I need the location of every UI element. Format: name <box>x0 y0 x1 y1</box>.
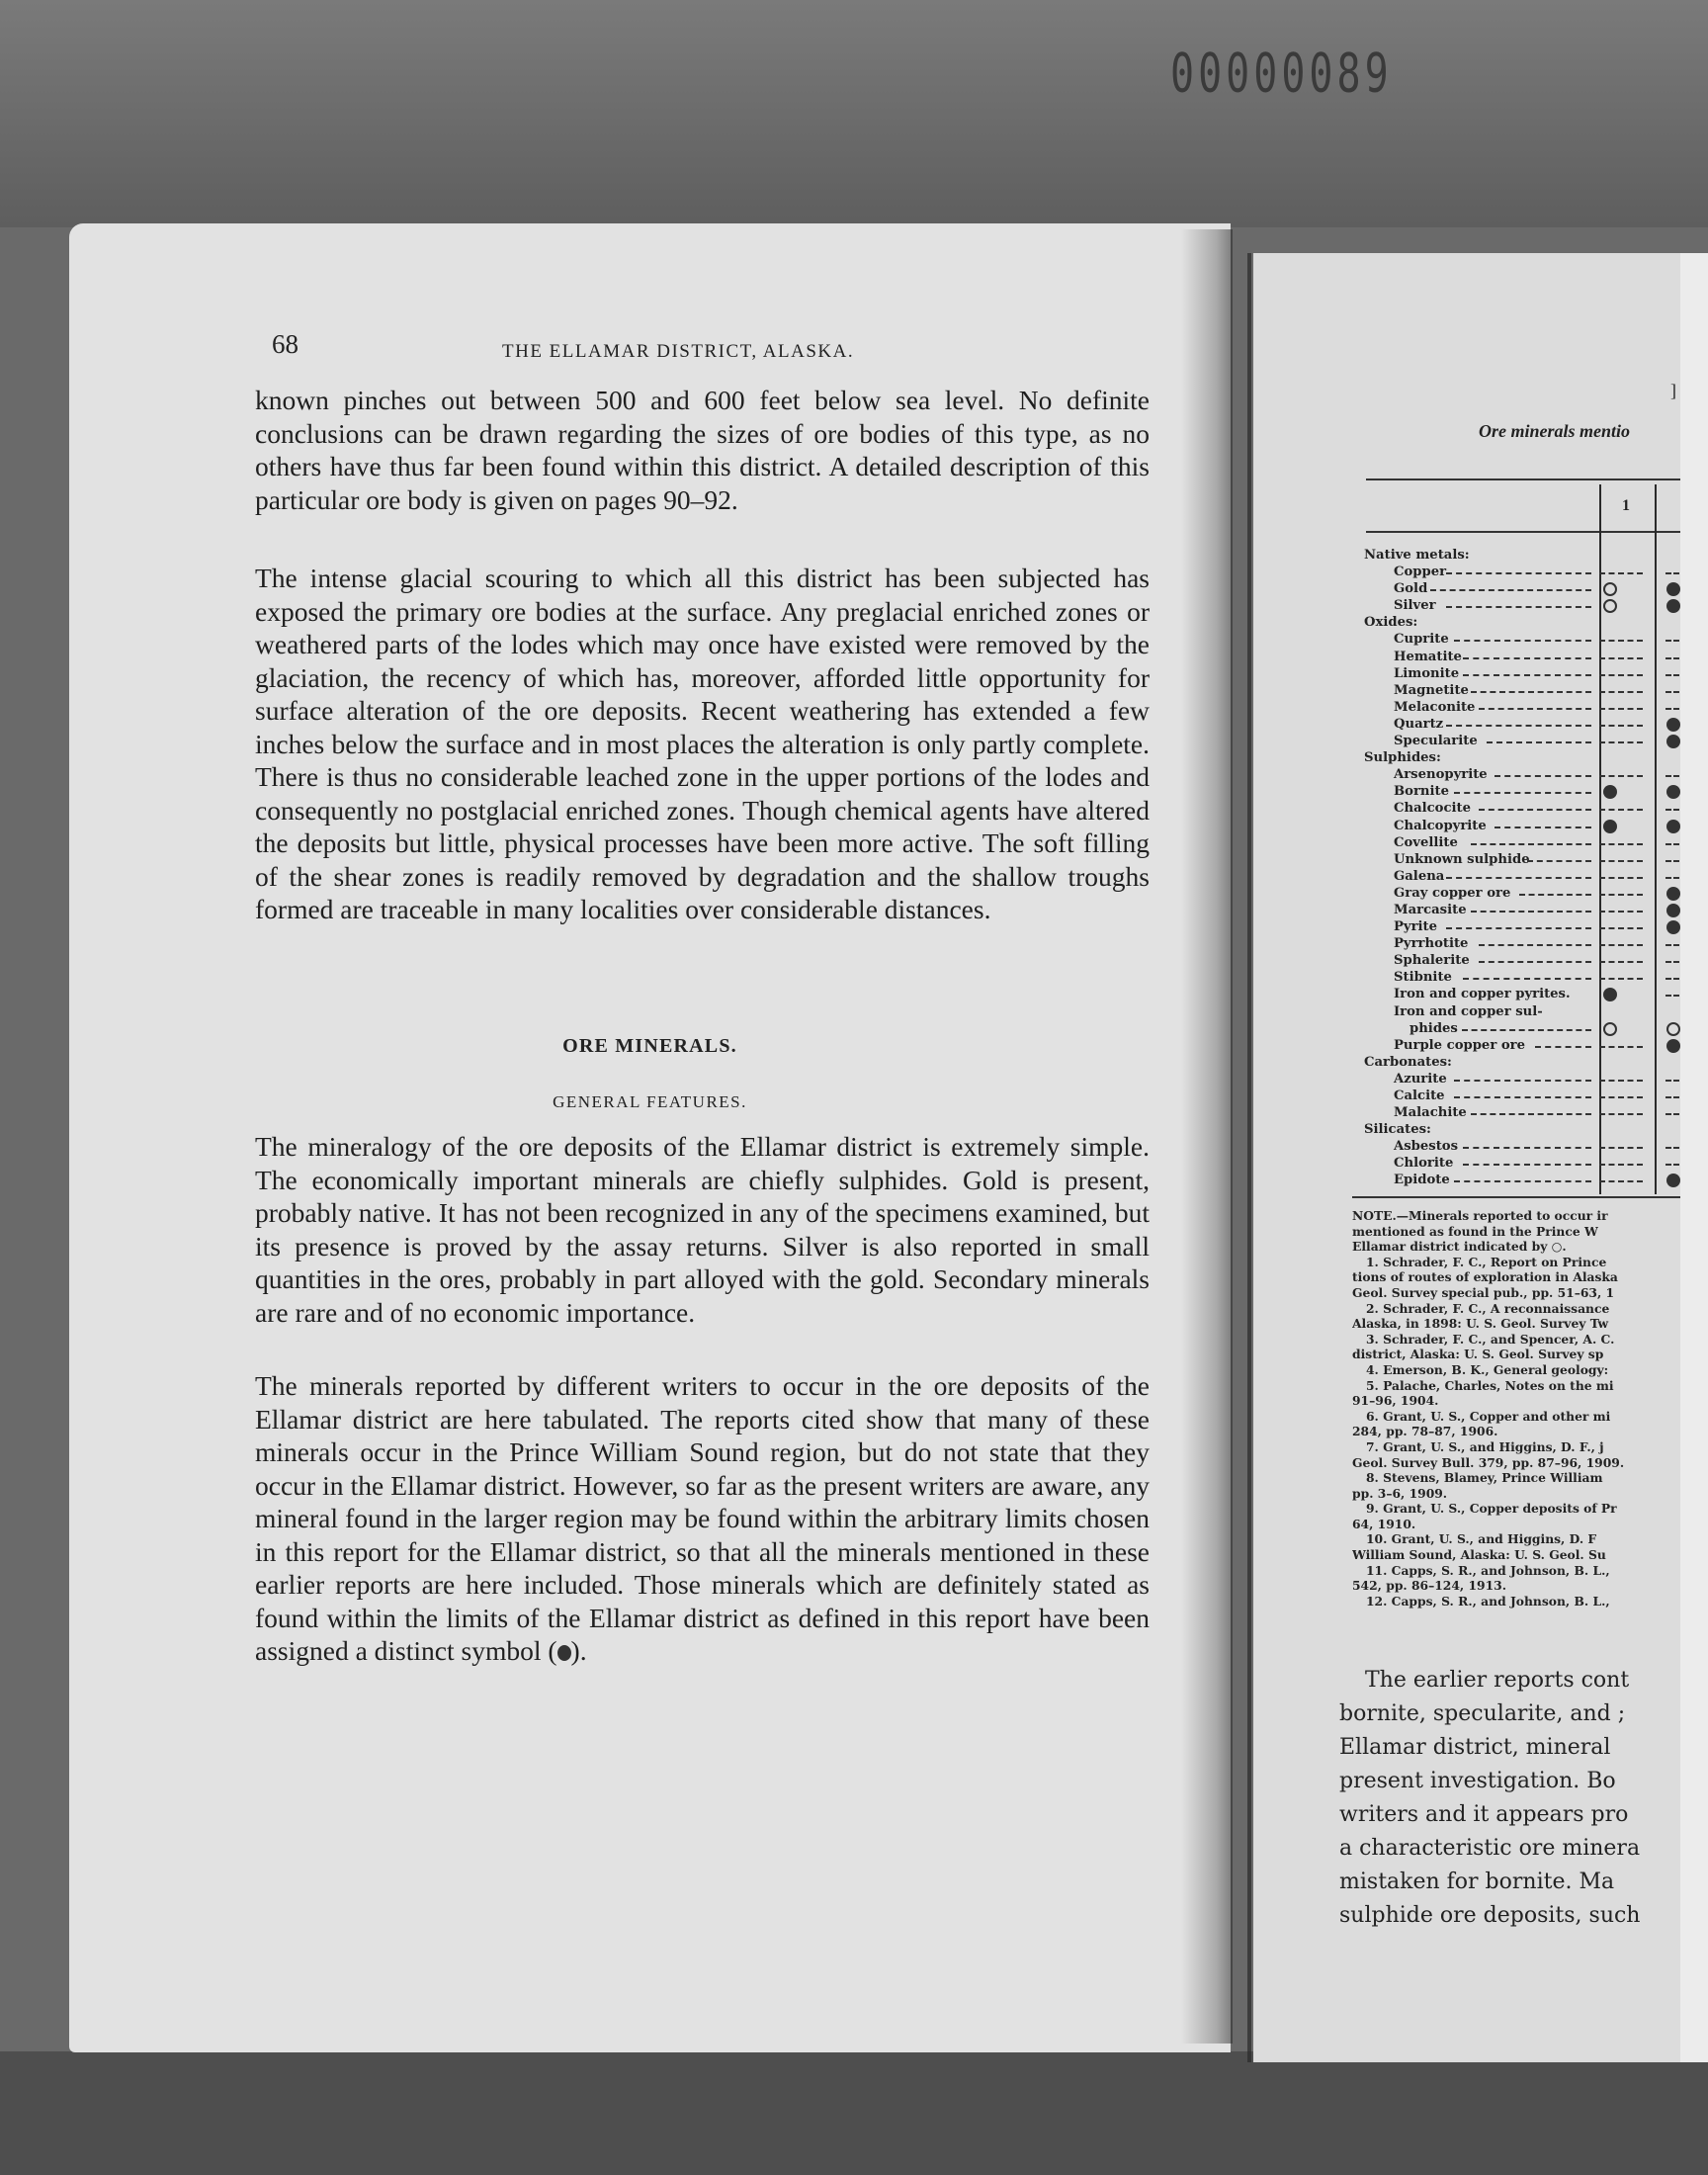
leader-dots <box>1463 978 1591 980</box>
dash-placeholder <box>1599 927 1643 929</box>
scan-background-bottom <box>0 2051 1708 2175</box>
footnote-line: Alaska, in 1898: U. S. Geol. Survey Tw <box>1352 1316 1609 1332</box>
footnote-line: 3. Schrader, F. C., and Spencer, A. C. <box>1366 1331 1615 1347</box>
dash-placeholder <box>1599 640 1643 642</box>
mineral-label: Pyrrhotite <box>1394 936 1469 952</box>
mineral-label: Iron and copper sul- <box>1394 1003 1543 1019</box>
table-row <box>1364 952 1700 969</box>
dash-placeholder <box>1599 657 1643 659</box>
footnote-line: NOTE.—Minerals reported to occur ir <box>1352 1208 1608 1223</box>
table-row <box>1364 733 1700 749</box>
mineral-label: Chalcopyrite <box>1394 818 1487 833</box>
leader-dots <box>1463 1164 1591 1166</box>
table-category-row <box>1364 547 1700 564</box>
filled-circle-icon <box>1666 904 1680 917</box>
dash-placeholder <box>1599 572 1643 574</box>
mineral-label: Limonite <box>1394 665 1460 681</box>
table-title: Ore minerals mentio <box>1479 421 1631 441</box>
footnote-line: 91–96, 1904. <box>1352 1393 1439 1409</box>
mineral-label: Quartz <box>1394 716 1444 732</box>
dash-placeholder <box>1599 877 1643 879</box>
leader-dots <box>1535 1046 1591 1048</box>
leader-dots <box>1471 691 1591 693</box>
table-category-row <box>1364 614 1700 631</box>
right-page-header-fragment: ] <box>1670 381 1676 400</box>
leader-dots <box>1471 911 1591 913</box>
footnote-line: 5. Palache, Charles, Notes on the mi <box>1366 1377 1614 1393</box>
leader-dots <box>1462 1029 1591 1031</box>
mineral-label: Covellite <box>1394 834 1458 850</box>
dash-placeholder <box>1599 944 1643 946</box>
paragraph-2-text: The intense glacial scouring to which all this district has been subjected has exposed the primary ore bodies at the surface. Any preglacial enriched zones or weathered parts of the lodes which may once have existed were removed by the glaciation, the recency of which has, moreover, afforded little opportunity for surface alteration of the ore deposits. Recent weathering has extended a few inches below the surface and in most places the alteration is only partly complete. There is thus no considerable leached zone in the upper portions of the lodes and consequently no postglacial enriched zones. Though chemical agents have altered the deposits but little, physical processes have been more active. The soft filling of the shear zones is readily removed by degradation and the shallow troughs formed are traceable in many localities over considerable distances. <box>255 563 1150 924</box>
footnote-line: 1. Schrader, F. C., Report on Prince <box>1366 1254 1607 1269</box>
book-gutter <box>1247 253 1251 2062</box>
table-row <box>1364 935 1700 952</box>
table-row <box>1364 597 1700 614</box>
leader-dots <box>1463 657 1591 659</box>
table-row <box>1364 800 1700 817</box>
mineral-label: Cuprite <box>1394 632 1449 648</box>
dash-placeholder <box>1599 775 1643 777</box>
table-row <box>1364 699 1700 716</box>
filled-circle-icon <box>1666 582 1680 596</box>
dash-placeholder <box>1599 894 1643 896</box>
table-row <box>1364 902 1700 918</box>
open-circle-icon <box>1603 1022 1617 1036</box>
page-number: 68 <box>272 329 299 359</box>
table-row <box>1364 918 1700 935</box>
table-row <box>1364 783 1700 800</box>
mineral-label: Gold <box>1394 581 1428 597</box>
footnote-line: 11. Capps, S. R., and Johnson, B. L., <box>1366 1562 1610 1578</box>
table-bottom-rule <box>1352 1196 1682 1198</box>
leader-dots <box>1487 741 1591 743</box>
leader-dots <box>1454 1080 1591 1082</box>
leader-dots <box>1479 961 1591 963</box>
mineral-label: Asbestos <box>1394 1139 1459 1155</box>
footnote-line: William Sound, Alaska: U. S. Geol. Su <box>1352 1547 1606 1563</box>
table-row <box>1364 649 1700 665</box>
section-heading: ORE MINERALS. <box>562 1035 737 1057</box>
leader-dots <box>1446 877 1591 879</box>
table-row <box>1364 766 1700 783</box>
leader-dots <box>1454 1096 1591 1098</box>
filled-circle-icon <box>1666 820 1680 833</box>
footnote-line: 9. Grant, U. S., Copper deposits of Pr <box>1366 1501 1617 1517</box>
subsection-heading: GENERAL FEATURES. <box>553 1092 747 1111</box>
leader-dots <box>1471 1113 1591 1115</box>
table-row <box>1364 665 1700 682</box>
dash-placeholder <box>1599 708 1643 710</box>
mineral-label: Native metals: <box>1364 548 1470 563</box>
dash-placeholder <box>1599 843 1643 845</box>
filled-circle-icon <box>1666 887 1680 901</box>
filled-circle-icon <box>1666 718 1680 732</box>
paragraph-1-text: known pinches out between 500 and 600 feet below sea level. No definite conclusions can be drawn regarding the sizes of ore bodies of this type, as no others have thus far been found within this district. A detailed description of this particular ore body is given on pages 90–92. <box>255 385 1150 515</box>
mineral-label: Pyrite <box>1394 919 1438 935</box>
table-row <box>1364 564 1700 580</box>
dash-placeholder <box>1599 674 1643 676</box>
paragraph-line: sulphide ore deposits, such <box>1339 1903 1641 1928</box>
table-row <box>1364 834 1700 851</box>
running-head: THE ELLAMAR DISTRICT, ALASKA. <box>502 341 855 362</box>
mineral-label: Sulphides: <box>1364 750 1441 766</box>
gutter-shadow <box>1181 229 1233 2044</box>
open-circle-icon <box>1603 599 1617 613</box>
scan-right-edge <box>1680 253 1708 2062</box>
mineral-label: Stibnite <box>1394 970 1452 986</box>
paragraph-line: writers and it appears pro <box>1339 1802 1629 1827</box>
footnote-line: 284, pp. 78–87, 1906. <box>1352 1424 1498 1439</box>
leader-dots <box>1446 725 1591 727</box>
table-header-rule <box>1366 531 1682 533</box>
leader-dots <box>1479 944 1591 946</box>
filled-circle-icon <box>1666 735 1680 748</box>
leader-dots <box>1494 826 1591 828</box>
footnote-line: 7. Grant, U. S., and Higgins, D. F., j <box>1366 1438 1604 1454</box>
leader-dots <box>1479 809 1591 811</box>
table-row <box>1364 986 1700 1002</box>
leader-dots <box>1463 674 1591 676</box>
filled-circle-icon <box>1666 920 1680 934</box>
paragraph-2 <box>255 562 1150 926</box>
dash-placeholder <box>1599 741 1643 743</box>
mineral-table-rows <box>1364 547 1700 1189</box>
footnote-line: 4. Emerson, B. K., General geology: <box>1366 1361 1609 1377</box>
filled-circle-icon <box>1603 785 1617 799</box>
leader-dots <box>1454 640 1591 642</box>
filled-circle-symbol-icon <box>557 1645 571 1661</box>
table-row <box>1364 851 1700 868</box>
paragraph-line: The earlier reports cont <box>1365 1668 1630 1693</box>
leader-dots <box>1479 708 1591 710</box>
leader-dots <box>1463 1147 1591 1149</box>
mineral-label: Magnetite <box>1394 682 1469 698</box>
table-row <box>1364 969 1700 986</box>
table-category-row <box>1364 1054 1700 1071</box>
dash-placeholder <box>1599 911 1643 913</box>
mineral-label: Specularite <box>1394 734 1478 749</box>
leader-dots <box>1527 860 1591 862</box>
table-row <box>1364 1020 1700 1037</box>
leader-dots <box>1494 775 1591 777</box>
table-row <box>1364 868 1700 885</box>
mineral-label: Purple copper ore <box>1394 1037 1525 1053</box>
leader-dots <box>1519 894 1591 896</box>
mineral-label: Gray copper ore <box>1394 885 1511 901</box>
paragraph-line: mistaken for bornite. Ma <box>1339 1870 1615 1894</box>
dash-placeholder <box>1599 978 1643 980</box>
paragraph-line: Ellamar district, mineral <box>1339 1735 1611 1760</box>
leader-dots <box>1454 792 1591 794</box>
table-row <box>1364 1071 1700 1088</box>
footnote-line: 2. Schrader, F. C., A reconnaissance <box>1366 1300 1610 1316</box>
table-row <box>1364 631 1700 648</box>
dash-placeholder <box>1599 809 1643 811</box>
footnote-line: 542, pp. 86–124, 1913. <box>1352 1578 1506 1594</box>
table-row <box>1364 1088 1700 1104</box>
table-row <box>1364 1172 1700 1188</box>
dash-placeholder <box>1599 1080 1643 1082</box>
mineral-label: Oxides: <box>1364 615 1418 631</box>
mineral-label: phides <box>1409 1020 1458 1036</box>
paragraph-1 <box>255 384 1150 516</box>
mineral-label: Carbonates: <box>1364 1054 1452 1070</box>
open-circle-icon <box>1666 1022 1680 1036</box>
mineral-label: Chalcocite <box>1394 801 1471 817</box>
mineral-label: Unknown sulphide <box>1394 851 1530 867</box>
leader-dots <box>1430 589 1591 591</box>
mineral-label: Hematite <box>1394 649 1462 664</box>
table-footnotes <box>1352 1208 1688 1609</box>
table-category-row <box>1364 1121 1700 1138</box>
paragraph-line: present investigation. Bo <box>1339 1769 1616 1793</box>
leader-dots <box>1454 1180 1591 1182</box>
mineral-label: Bornite <box>1394 784 1449 800</box>
table-top-rule <box>1366 478 1682 480</box>
mineral-label: Calcite <box>1394 1088 1445 1103</box>
mineral-label: Silicates: <box>1364 1122 1431 1138</box>
footnote-line: 8. Stevens, Blamey, Prince William <box>1366 1470 1603 1486</box>
paragraph-line: a characteristic ore minera <box>1339 1836 1641 1861</box>
footnote-line: pp. 3–6, 1909. <box>1352 1485 1448 1501</box>
scan-background-top <box>0 0 1708 227</box>
table-row <box>1364 1104 1700 1121</box>
dash-placeholder <box>1599 1113 1643 1115</box>
filled-circle-icon <box>1666 1039 1680 1053</box>
footnote-line: Ellamar district indicated by ○. <box>1352 1239 1567 1255</box>
dash-placeholder <box>1599 691 1643 693</box>
filled-circle-icon <box>1666 785 1680 799</box>
mineral-label: Copper <box>1394 565 1447 580</box>
table-row <box>1364 885 1700 902</box>
dash-placeholder <box>1599 1164 1643 1166</box>
scan-stamp-number: 00000089 <box>1170 43 1393 106</box>
footnote-line: Geol. Survey Bull. 379, pp. 87–96, 1909. <box>1352 1454 1625 1470</box>
open-circle-icon <box>1603 582 1617 596</box>
paragraph-line: bornite, specularite, and ; <box>1339 1701 1626 1726</box>
filled-circle-icon <box>1603 820 1617 833</box>
filled-circle-icon <box>1666 599 1680 613</box>
mineral-label: Malachite <box>1394 1105 1467 1121</box>
mineral-label: Galena <box>1394 868 1445 884</box>
mineral-label: Silver <box>1394 598 1436 614</box>
table-row <box>1364 1138 1700 1155</box>
table-row <box>1364 1003 1700 1020</box>
footnote-line: mentioned as found in the Prince W <box>1352 1223 1598 1239</box>
paragraph-4-text <box>255 1369 1150 1668</box>
footnote-line: district, Alaska: U. S. Geol. Survey sp <box>1352 1347 1604 1362</box>
paragraph-3 <box>255 1130 1150 1329</box>
mineral-label: Melaconite <box>1394 699 1476 715</box>
filled-circle-icon <box>1666 1174 1680 1187</box>
filled-circle-icon <box>1603 988 1617 1001</box>
footnote-line: 6. Grant, U. S., Copper and other mi <box>1366 1408 1611 1424</box>
column-header-1: 1 <box>1622 497 1630 514</box>
mineral-label: Epidote <box>1394 1173 1450 1188</box>
table-row <box>1364 1155 1700 1172</box>
mineral-label: Arsenopyrite <box>1394 767 1488 783</box>
dash-placeholder <box>1599 961 1643 963</box>
right-page-paragraph <box>1339 1664 1695 1933</box>
footnote-line: 12. Capps, S. R., and Johnson, B. L., <box>1366 1593 1610 1609</box>
leader-dots <box>1446 606 1591 608</box>
footnote-line: 10. Grant, U. S., and Higgins, D. F <box>1366 1531 1597 1547</box>
table-row <box>1364 716 1700 733</box>
mineral-label: Iron and copper pyrites. <box>1394 987 1571 1002</box>
dash-placeholder <box>1599 860 1643 862</box>
mineral-label: Azurite <box>1394 1071 1447 1087</box>
dash-placeholder <box>1599 1046 1643 1048</box>
leader-dots <box>1471 843 1591 845</box>
dash-placeholder <box>1599 1147 1643 1149</box>
table-category-row <box>1364 749 1700 766</box>
dash-placeholder <box>1599 725 1643 727</box>
mineral-label: Sphalerite <box>1394 953 1470 969</box>
leader-dots <box>1446 572 1591 574</box>
paragraph-4-body: The minerals reported by different writers to occur in the ore deposits of the Ellamar district are here tabulated. The reports cited show that many of these minerals occur in the Prince William Sound region, but do not state that they occur in the Ellamar district. However, so far as the present writers are aware, any mineral found in the larger region may be found within the arbitrary limits chosen in this report for the Ellamar district, so that all the minerals mentioned in these earlier reports are here included. Those minerals which are definitely stated as found within the limits of the Ellamar district as defined in this report have been assigned a distinct symbol ( <box>255 1370 1150 1666</box>
leader-dots <box>1446 927 1591 929</box>
paragraph-4-end: ). <box>570 1635 587 1666</box>
mineral-label: Chlorite <box>1394 1156 1454 1172</box>
dash-placeholder <box>1599 1096 1643 1098</box>
dash-placeholder <box>1599 1180 1643 1182</box>
table-row <box>1364 1037 1700 1054</box>
footnote-line: 64, 1910. <box>1352 1516 1416 1531</box>
table-row <box>1364 682 1700 699</box>
paragraph-3-text: The mineralogy of the ore deposits of the Ellamar district is extremely simple. The economically important minerals are chiefly sulphides. Gold is present, probably native. It has not been recognized in any of the specimens examined, but its presence is proved by the assay returns. Silver is also reported in small quantities in the ores, probably in part alloyed with the gold. Secondary minerals are rare and of no economic importance. <box>255 1131 1150 1328</box>
footnote-line: Geol. Survey special pub., pp. 51–63, 1 <box>1352 1284 1615 1300</box>
paragraph-4 <box>255 1369 1150 1668</box>
table-row <box>1364 818 1700 834</box>
mineral-label: Marcasite <box>1394 902 1467 917</box>
footnote-line: tions of routes of exploration in Alaska <box>1352 1269 1618 1285</box>
table-row <box>1364 580 1700 597</box>
